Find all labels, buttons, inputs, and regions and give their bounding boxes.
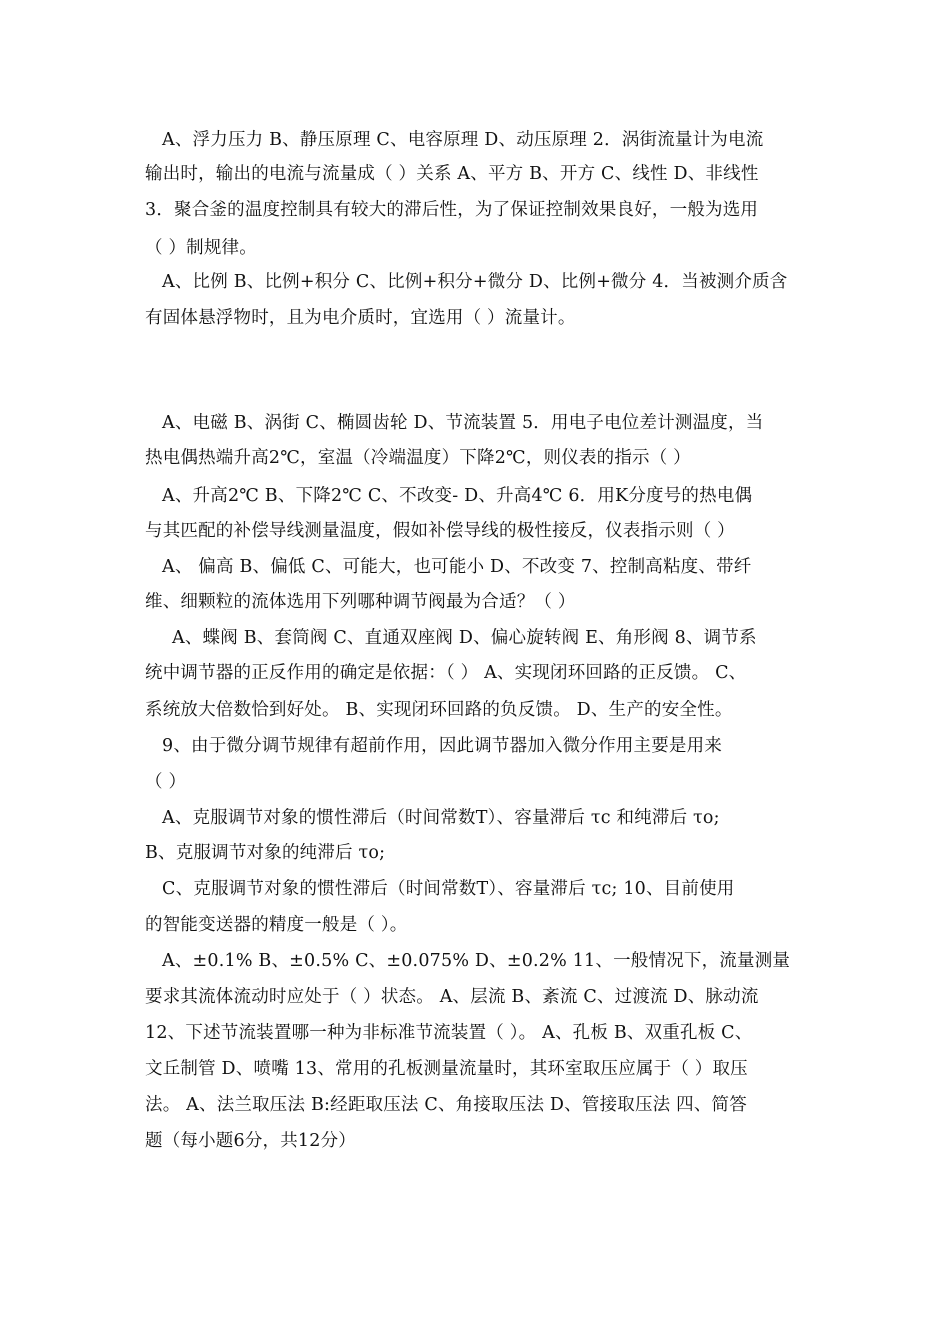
text-line-14: 统中调节器的正反作用的确定是依据：（ ） A、实现闭环回路的正反馈。 C、 — [145, 663, 747, 683]
text-line-19: B、克服调节对象的纯滞后 τo; — [145, 843, 386, 863]
text-line-11: A、 偏高 B、偏低 C、可能大，也可能小 D、不改变 7、控制高粘度、带纤 — [162, 557, 752, 577]
text-line-16: 9、由于微分调节规律有超前作用，因此调节器加入微分作用主要是用来 — [162, 736, 723, 756]
text-line-7: A、电磁 B、涡街 C、椭圆齿轮 D、节流装置 5．用电子电位差计测温度，当 — [162, 413, 764, 433]
text-line-17: （ ） — [145, 772, 187, 792]
text-line-25: 文丘制管 D、喷嘴 13、常用的孔板测量流量时，其环室取压应属于（ ）取压 — [145, 1059, 748, 1079]
text-line-3: 3．聚合釜的温度控制具有较大的滞后性，为了保证控制效果良好，一般为选用 — [145, 200, 759, 220]
text-line-26: 法。 A、法兰取压法 B:经距取压法 C、角接取压法 D、管接取压法 四、简答 — [145, 1095, 747, 1115]
text-line-4: （ ）制规律。 — [145, 238, 257, 258]
text-line-13: A、蝶阀 B、套筒阀 C、直通双座阀 D、偏心旋转阀 E、角形阀 8、调节系 — [172, 628, 757, 648]
text-line-8: 热电偶热端升高2℃，室温（冷端温度）下降2℃，则仪表的指示（ ） — [145, 448, 691, 468]
text-line-22: A、±0.1% B、±0.5% C、±0.075% D、±0.2% 11、一般情况下，流量测量 — [162, 951, 791, 971]
text-line-24: 12、下述节流装置哪一种为非标准节流装置（ ）。 A、孔板 B、双重孔板 C、 — [145, 1023, 753, 1043]
text-line-2: 输出时，输出的电流与流量成（ ）关系 A、平方 B、开方 C、线性 D、非线性 — [145, 164, 759, 184]
text-line-18: A、克服调节对象的惯性滞后（时间常数T）、容量滞后 τc 和纯滞后 τo; — [162, 808, 720, 828]
text-line-6: 有固体悬浮物时，且为电介质时，宜选用（ ）流量计。 — [145, 308, 576, 328]
text-line-27: 题（每小题6分，共12分） — [145, 1131, 357, 1151]
text-line-12: 维、细颗粒的流体选用下列哪种调节阀最为合适？（ ） — [145, 592, 576, 612]
text-line-9: A、升高2℃ B、下降2℃ C、不改变- D、升高4℃ 6．用K分度号的热电偶 — [162, 486, 753, 506]
text-line-23: 要求其流体流动时应处于（ ）状态。 A、层流 B、紊流 C、过渡流 D、脉动流 — [145, 987, 759, 1007]
text-line-21: 的智能变送器的精度一般是（ ）。 — [145, 915, 408, 935]
text-line-1: A、浮力压力 B、静压原理 C、电容原理 D、动压原理 2．涡街流量计为电流 — [162, 130, 764, 150]
text-line-15: 系统放大倍数恰到好处。 B、实现闭环回路的负反馈。 D、生产的安全性。 — [145, 700, 733, 720]
text-line-20: C、克服调节对象的惯性滞后（时间常数T）、容量滞后 τc; 10、目前使用 — [162, 879, 735, 899]
text-line-10: 与其匹配的补偿导线测量温度，假如补偿导线的极性接反，仪表指示则（ ） — [145, 521, 735, 541]
text-line-5: A、比例 B、比例+积分 C、比例+积分+微分 D、比例+微分 4．当被测介质含 — [162, 272, 788, 292]
